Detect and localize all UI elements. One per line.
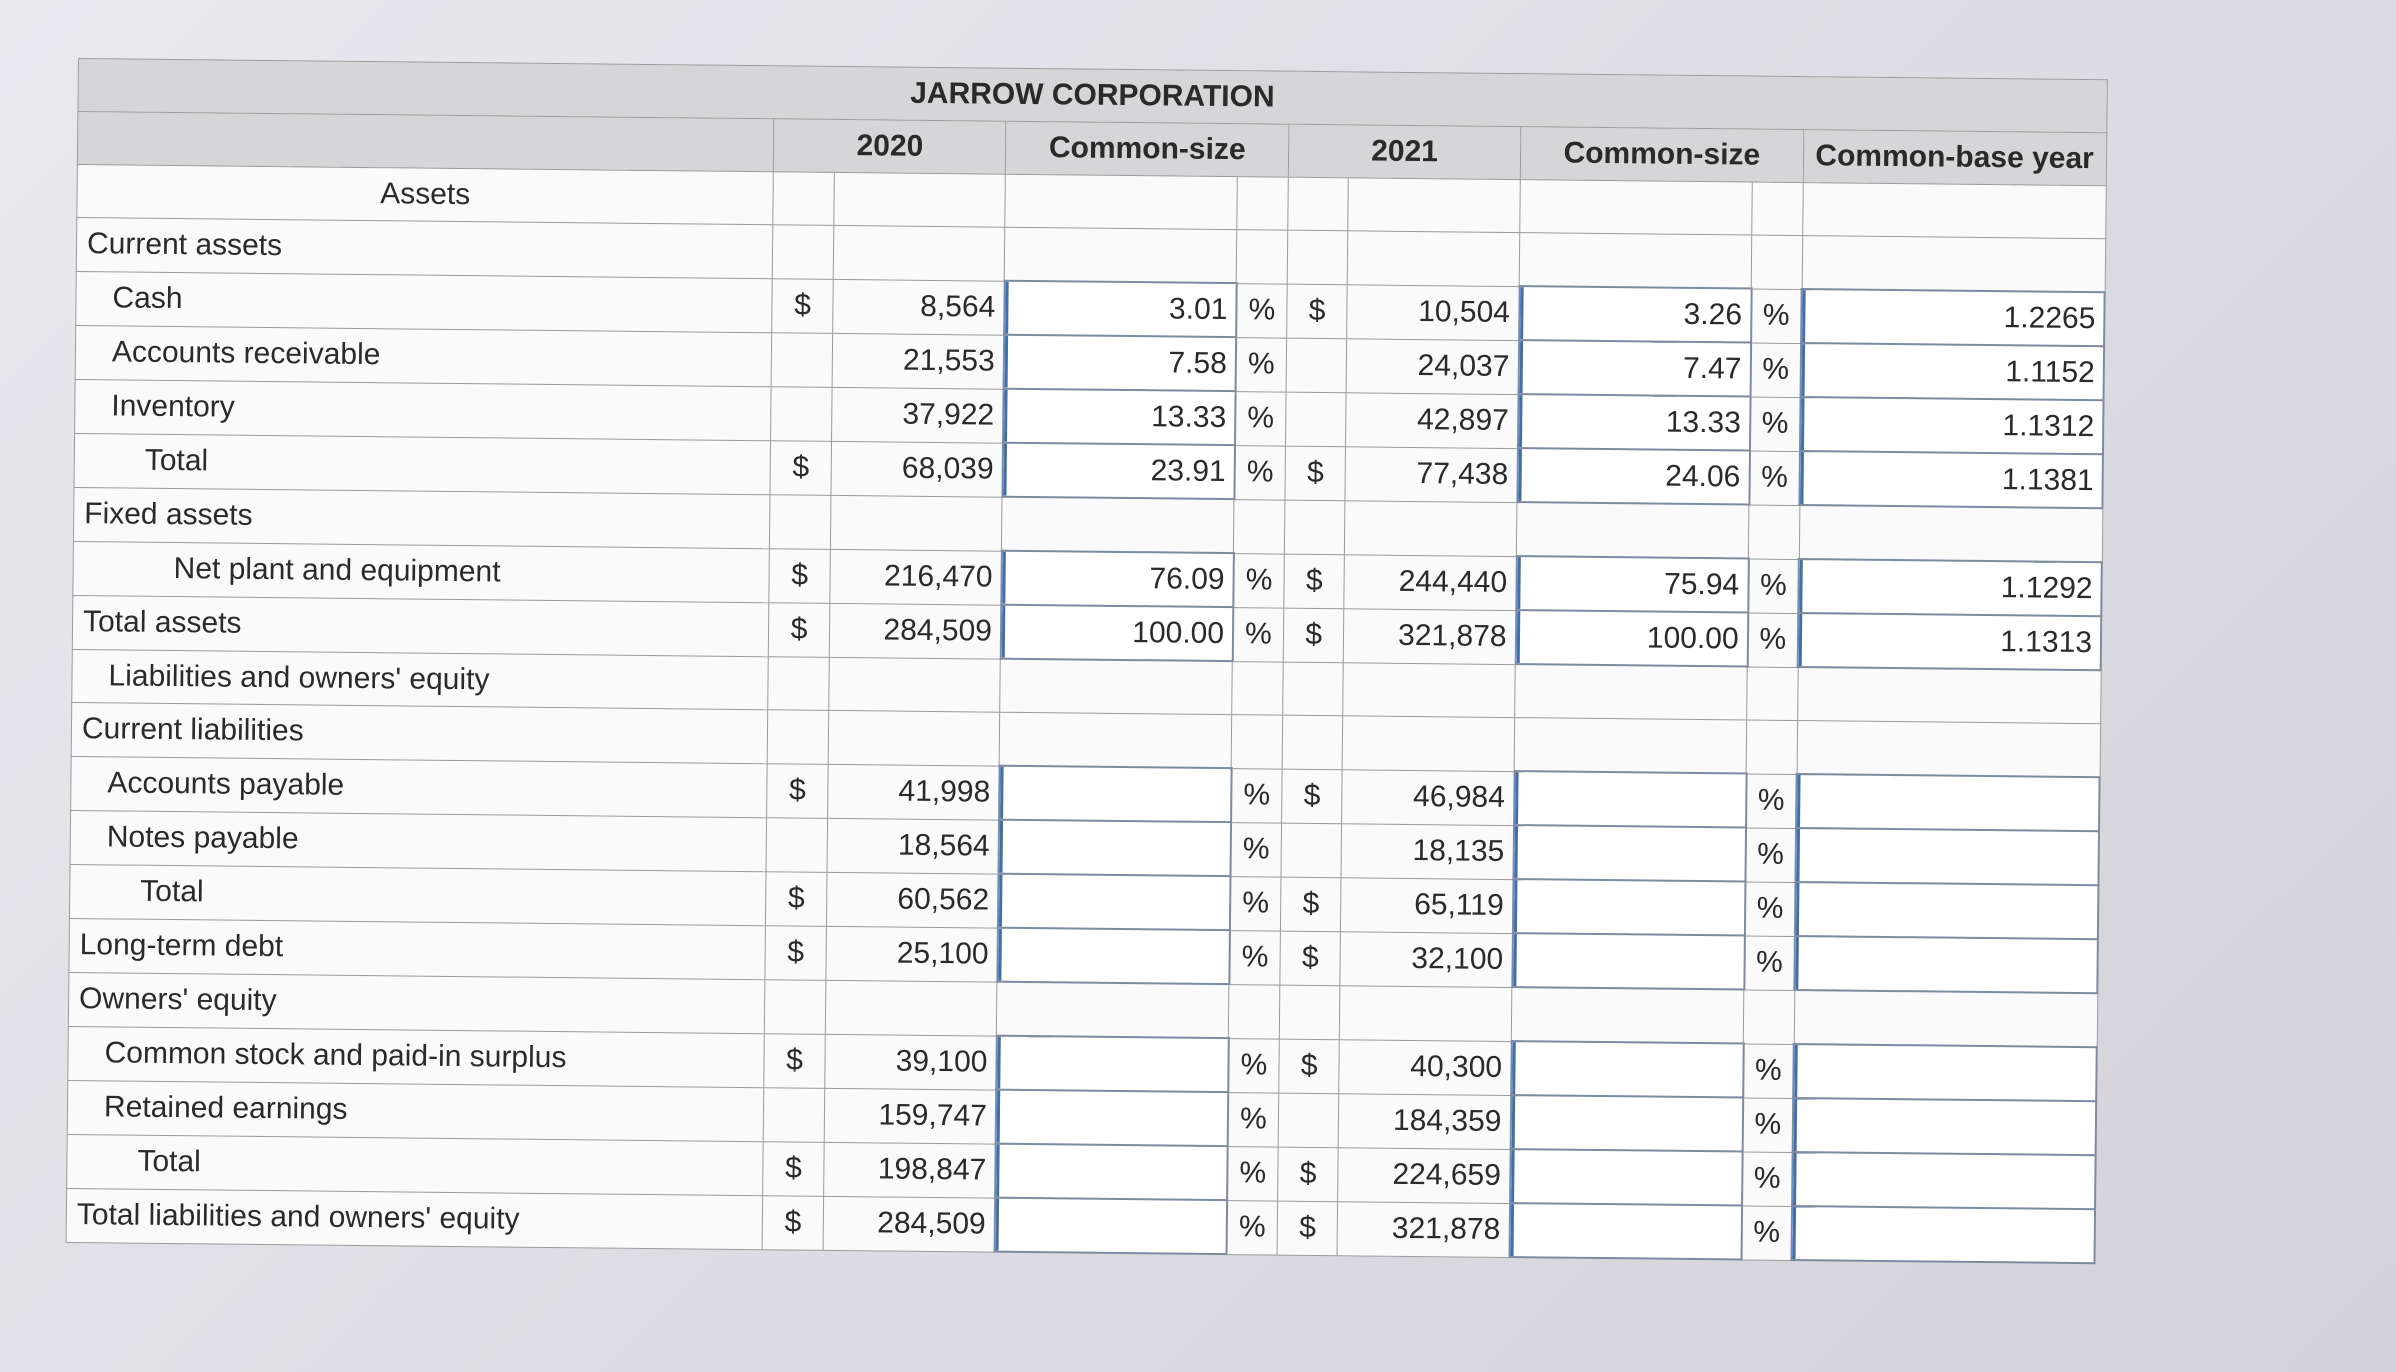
section-current-liabilities: Current liabilities — [71, 702, 768, 763]
common-size-2020-input[interactable] — [999, 766, 1232, 822]
dollar-sign: $ — [769, 548, 830, 603]
percent-sign: % — [1228, 1092, 1279, 1147]
row-label: Total — [74, 433, 771, 494]
row-label: Net plant and equipment — [73, 541, 770, 602]
dollar-sign: $ — [1277, 1201, 1338, 1256]
common-size-2021-input[interactable] — [1513, 825, 1746, 881]
value-2021: 224,659 — [1338, 1147, 1510, 1203]
common-base-year-input[interactable] — [1792, 1206, 2095, 1263]
percent-sign: % — [1750, 397, 1801, 452]
percent-sign: % — [1236, 337, 1287, 392]
value-2020: 216,470 — [830, 549, 1002, 605]
percent-sign: % — [1234, 445, 1285, 500]
section-owners-equity: Owners' equity — [68, 972, 765, 1033]
company-title: JARROW CORPORATION — [78, 59, 2107, 133]
common-size-2020-input[interactable]: 76.09 — [1001, 551, 1234, 607]
value-2020: 41,998 — [827, 764, 999, 820]
common-base-year-input[interactable] — [1793, 1044, 2096, 1101]
percent-sign: % — [1742, 1097, 1793, 1152]
dollar-sign: $ — [1281, 769, 1342, 824]
common-size-2020-input[interactable] — [998, 820, 1231, 876]
dollar-sign: $ — [766, 871, 827, 926]
dollar-sign: $ — [1280, 931, 1341, 986]
common-base-year-input[interactable] — [1796, 774, 2099, 831]
percent-sign: % — [1228, 1038, 1279, 1093]
balance-sheet-table — [65, 58, 2108, 1309]
common-size-2021-input[interactable] — [1510, 1095, 1743, 1151]
row-label: Retained earnings — [67, 1080, 764, 1141]
common-size-2020-input[interactable]: 13.33 — [1003, 389, 1236, 445]
value-2021: 321,878 — [1338, 1201, 1510, 1257]
value-2021: 24,037 — [1347, 338, 1519, 394]
percent-sign: % — [1229, 930, 1280, 985]
common-size-2021-input[interactable]: 3.26 — [1519, 286, 1752, 342]
common-size-2021-input[interactable]: 13.33 — [1518, 394, 1751, 450]
dollar-sign: $ — [1283, 608, 1344, 663]
percent-sign: % — [1227, 1200, 1278, 1255]
percent-sign: % — [1231, 768, 1282, 823]
common-size-2020-input[interactable] — [995, 1144, 1228, 1200]
dollar-sign: $ — [1285, 446, 1346, 501]
row-label: Notes payable — [70, 810, 767, 871]
percent-sign: % — [1741, 1205, 1792, 1260]
percent-sign: % — [1233, 553, 1284, 608]
percent-sign: % — [1748, 559, 1799, 614]
value-2020: 18,564 — [827, 818, 999, 874]
dollar-sign: $ — [767, 763, 828, 818]
percent-sign: % — [1743, 1043, 1794, 1098]
row-label: Cash — [76, 271, 773, 332]
value-2020: 284,509 — [829, 603, 1001, 659]
percent-sign: % — [1746, 774, 1797, 829]
value-2021: 46,984 — [1342, 769, 1514, 825]
common-size-2020-input[interactable] — [997, 928, 1230, 984]
section-fixed-assets: Fixed assets — [73, 487, 770, 548]
common-size-2020-input[interactable] — [994, 1198, 1227, 1254]
common-base-year-input[interactable] — [1795, 882, 2098, 939]
row-label: Accounts receivable — [75, 325, 772, 386]
percent-sign: % — [1744, 935, 1795, 990]
value-2021: 321,878 — [1344, 608, 1516, 664]
common-base-year-input[interactable] — [1793, 1098, 2096, 1155]
common-base-year-input[interactable]: 1.1312 — [1800, 397, 2103, 454]
dollar-sign: $ — [764, 1033, 825, 1088]
common-base-year-input[interactable] — [1794, 936, 2097, 993]
common-size-2021-input[interactable]: 7.47 — [1518, 340, 1751, 396]
common-size-2021-input[interactable] — [1509, 1203, 1742, 1259]
section-assets: Assets — [77, 164, 774, 224]
dollar-sign: $ — [763, 1141, 824, 1196]
common-size-2021-input[interactable] — [1511, 1041, 1744, 1097]
value-2021: 18,135 — [1341, 823, 1513, 879]
dollar-sign: $ — [769, 602, 830, 657]
percent-sign: % — [1750, 343, 1801, 398]
section-liabilities-equity: Liabilities and owners' equity — [72, 649, 769, 710]
value-2021: 40,300 — [1339, 1039, 1511, 1095]
dollar-sign: $ — [770, 440, 831, 495]
row-label: Long-term debt — [69, 918, 766, 979]
common-size-2020-input[interactable]: 100.00 — [1001, 605, 1234, 661]
header-2021: 2021 — [1288, 124, 1521, 179]
common-size-2021-input[interactable] — [1512, 933, 1745, 989]
percent-sign: % — [1745, 828, 1796, 883]
common-size-2021-input[interactable]: 24.06 — [1517, 448, 1750, 504]
percent-sign: % — [1233, 607, 1284, 662]
percent-sign: % — [1747, 613, 1798, 668]
header-common-size-2020: Common-size — [1006, 121, 1289, 177]
value-2021: 42,897 — [1346, 392, 1518, 448]
value-2021: 77,438 — [1345, 446, 1517, 502]
common-base-year-input[interactable] — [1792, 1152, 2095, 1209]
value-2021: 10,504 — [1347, 284, 1519, 340]
common-base-year-input[interactable]: 1.1152 — [1801, 343, 2104, 400]
value-2021: 244,440 — [1344, 554, 1516, 610]
common-size-2021-input[interactable]: 100.00 — [1515, 610, 1748, 666]
value-2021: 184,359 — [1339, 1093, 1511, 1149]
percent-sign: % — [1751, 289, 1802, 344]
dollar-sign: $ — [772, 278, 833, 333]
common-size-2021-input[interactable]: 75.94 — [1516, 556, 1749, 612]
row-label: Inventory — [75, 379, 772, 440]
row-label: Total — [69, 864, 766, 925]
value-2020: 21,553 — [832, 333, 1004, 389]
row-label: Common stock and paid-in surplus — [68, 1026, 765, 1087]
value-2020: 284,509 — [823, 1196, 995, 1252]
value-2020: 60,562 — [826, 872, 998, 928]
common-base-year-input[interactable] — [1796, 828, 2099, 885]
common-size-2020-input[interactable]: 7.58 — [1003, 335, 1236, 391]
percent-sign: % — [1742, 1151, 1793, 1206]
common-size-2021-input[interactable] — [1510, 1149, 1743, 1205]
common-size-2020-input[interactable]: 23.91 — [1002, 443, 1235, 499]
value-2020: 159,747 — [824, 1088, 996, 1144]
percent-sign: % — [1749, 451, 1800, 506]
common-size-2020-input[interactable] — [996, 1036, 1229, 1092]
value-2021: 32,100 — [1340, 931, 1512, 987]
common-size-2020-input[interactable]: 3.01 — [1004, 281, 1237, 337]
value-2020: 68,039 — [831, 441, 1003, 497]
percent-sign: % — [1235, 391, 1286, 446]
header-common-base-year: Common-base year — [1803, 130, 2106, 186]
percent-sign: % — [1745, 882, 1796, 937]
row-label: Total liabilities and owners' equity — [66, 1188, 763, 1249]
common-size-2020-input[interactable] — [998, 874, 1231, 930]
value-2020: 37,922 — [831, 387, 1003, 443]
common-size-2021-input[interactable] — [1512, 879, 1745, 935]
value-2020: 25,100 — [826, 926, 998, 982]
common-base-year-input[interactable]: 1.1292 — [1798, 559, 2101, 616]
dollar-sign: $ — [762, 1195, 823, 1250]
common-size-2021-input[interactable] — [1514, 771, 1747, 827]
row-label: Total — [67, 1134, 764, 1195]
common-base-year-input[interactable]: 1.1313 — [1798, 613, 2101, 670]
percent-sign: % — [1227, 1146, 1278, 1201]
dollar-sign: $ — [1279, 1039, 1340, 1094]
value-2021: 65,119 — [1341, 877, 1513, 933]
common-base-year-input[interactable]: 1.2265 — [1801, 289, 2104, 346]
header-2020: 2020 — [774, 119, 1007, 174]
common-size-2020-input[interactable] — [996, 1090, 1229, 1146]
dollar-sign: $ — [1284, 554, 1345, 609]
value-2020: 198,847 — [823, 1142, 995, 1198]
dollar-sign: $ — [765, 925, 826, 980]
dollar-sign: $ — [1278, 1147, 1339, 1202]
value-2020: 8,564 — [833, 279, 1005, 335]
common-base-year-input[interactable]: 1.1381 — [1799, 451, 2102, 508]
section-current-assets: Current assets — [76, 217, 773, 278]
header-common-size-2021: Common-size — [1520, 127, 1803, 183]
dollar-sign: $ — [1287, 284, 1348, 339]
percent-sign: % — [1230, 822, 1281, 877]
percent-sign: % — [1230, 876, 1281, 931]
value-2020: 39,100 — [825, 1034, 997, 1090]
corner-cell — [77, 112, 774, 172]
percent-sign: % — [1236, 283, 1287, 338]
row-label: Accounts payable — [71, 756, 768, 817]
dollar-sign: $ — [1280, 877, 1341, 932]
row-label: Total assets — [72, 595, 769, 656]
